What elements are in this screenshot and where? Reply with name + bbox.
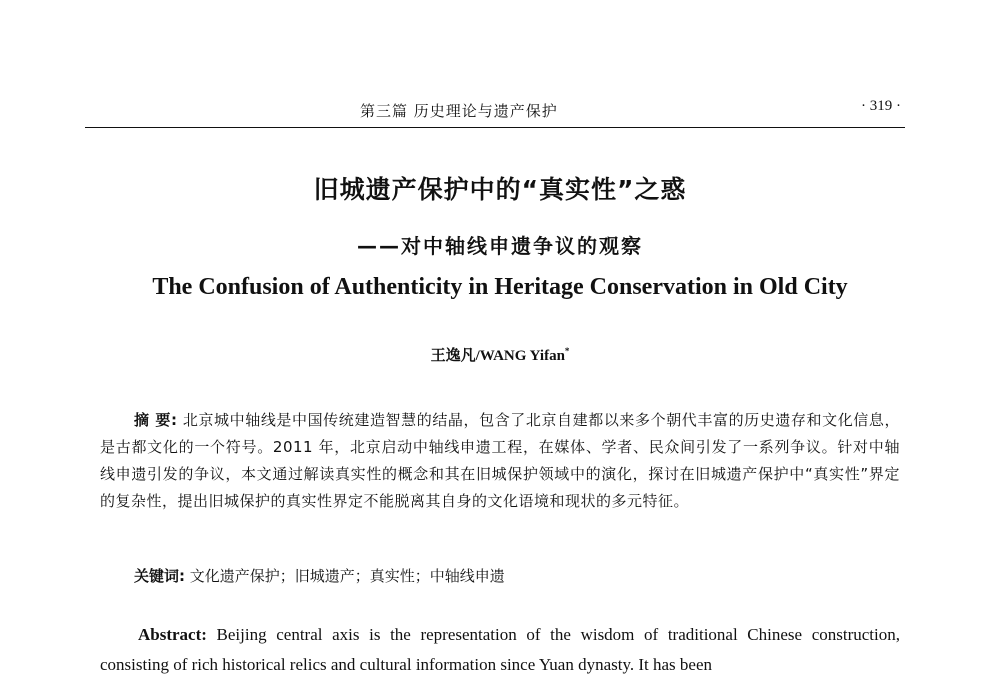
page-number: · 319 · bbox=[861, 98, 901, 114]
english-abstract bbox=[100, 620, 900, 680]
author-footnote-mark: * bbox=[564, 346, 570, 356]
english-abstract-label: Abstract: bbox=[138, 625, 207, 644]
chinese-abstract bbox=[100, 407, 900, 515]
english-title: The Confusion of Authenticity in Heritage Conservation in Old City bbox=[152, 274, 848, 300]
running-header bbox=[85, 96, 905, 124]
keywords bbox=[134, 565, 894, 586]
keywords-label: 关键词: bbox=[134, 567, 185, 585]
chinese-abstract-label: 摘 要: bbox=[134, 411, 178, 429]
header-rule bbox=[85, 127, 905, 128]
chinese-title: 旧城遗产保护中的“真实性”之惑 bbox=[313, 175, 687, 204]
keywords-text: 文化遗产保护；旧城遗产；真实性；中轴线申遗 bbox=[185, 567, 505, 585]
section-title: 第三篇 历史理论与遗产保护 bbox=[360, 102, 558, 120]
chinese-abstract-text: 北京城中轴线是中国传统建造智慧的结晶，包含了北京自建都以来多个朝代丰富的历史遗存和文化信息，是古都文化的一个符号。2011 年，北京启动中轴线申遗工程，在媒体、学者、民众间引发了一系列争议。针对中轴线申遗引发的争议，本文通过解读真实性的概念和其在旧城保护领域中的演化，探讨在旧城遗产保护中“真实性”界定的复杂性，提出旧城保护的真实性界定不能脱离其自身的文化语境和现状的多元特征。 bbox=[100, 411, 900, 510]
english-abstract-text: Beijing central axis is the representation of the wisdom of traditional Chinese construction, consisting of rich historical relics and cultural information since Yuan dynasty. It has been bbox=[100, 625, 900, 674]
author-name: 王逸凡/WANG Yifan bbox=[430, 348, 565, 364]
chinese-subtitle: ——对中轴线申遗争议的观察 bbox=[357, 234, 643, 258]
author-line bbox=[0, 344, 1000, 365]
